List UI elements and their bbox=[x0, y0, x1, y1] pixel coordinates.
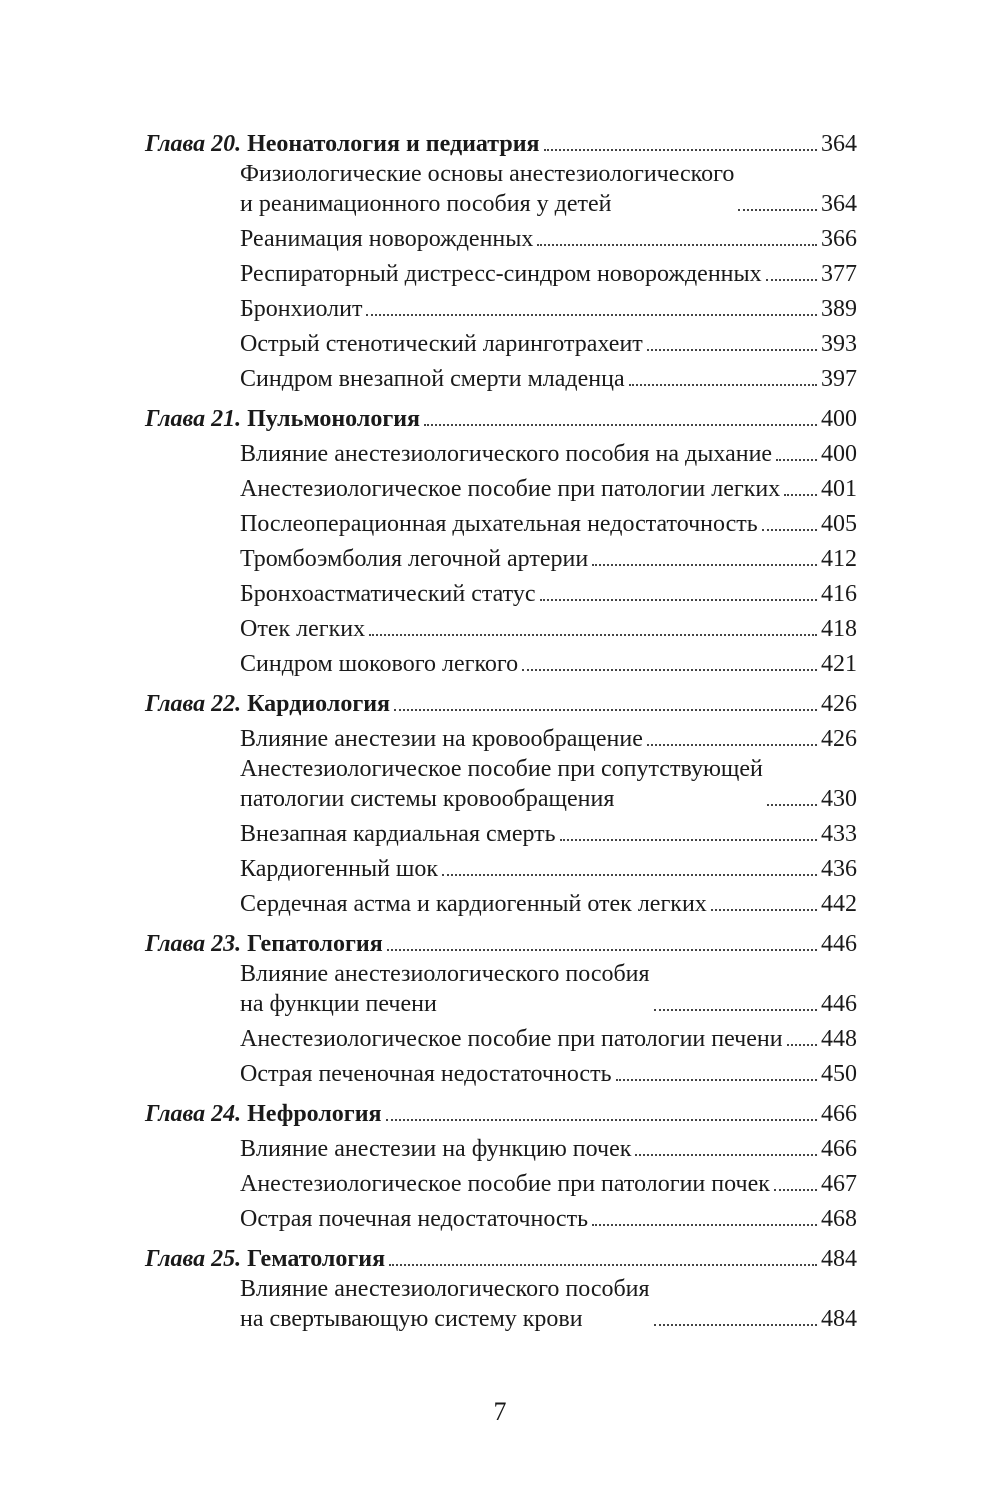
page-number: 7 bbox=[493, 1397, 507, 1426]
section-entry[interactable] bbox=[145, 469, 857, 504]
section-title bbox=[145, 854, 438, 884]
page-ref: 450 bbox=[821, 1061, 857, 1087]
chapter-number: Глава 22. bbox=[145, 691, 242, 717]
section-entry[interactable] bbox=[145, 324, 857, 359]
dot-leader bbox=[647, 349, 817, 351]
page-ref: 416 bbox=[821, 581, 857, 607]
page-ref: 446 bbox=[821, 991, 857, 1017]
section-title-line: и реанимационного пособия у детей bbox=[240, 191, 612, 217]
section-title-line: на свертывающую систему крови bbox=[240, 1306, 583, 1332]
section-entry[interactable] bbox=[145, 159, 857, 219]
chapter-block bbox=[145, 684, 857, 919]
chapter-title: Пульмонология bbox=[247, 406, 421, 432]
page-ref: 426 bbox=[821, 691, 857, 717]
chapter-label bbox=[145, 404, 420, 434]
section-title bbox=[145, 649, 518, 679]
chapter-entry[interactable] bbox=[145, 924, 857, 959]
dot-leader bbox=[616, 1079, 817, 1081]
section-entry[interactable] bbox=[145, 884, 857, 919]
section-entry[interactable] bbox=[145, 359, 857, 394]
section-title-line: Отек легких bbox=[240, 616, 366, 642]
section-title-line: Тромбоэмболия легочной артерии bbox=[240, 546, 589, 572]
section-title bbox=[145, 439, 772, 469]
page-ref: 442 bbox=[821, 891, 857, 917]
page-ref: 466 bbox=[821, 1136, 857, 1162]
chapter-entry[interactable] bbox=[145, 124, 857, 159]
chapter-entry[interactable] bbox=[145, 1239, 857, 1274]
page-ref: 366 bbox=[821, 226, 857, 252]
page-ref: 466 bbox=[821, 1101, 857, 1127]
section-entry[interactable] bbox=[145, 1164, 857, 1199]
section-entry[interactable] bbox=[145, 644, 857, 679]
section-entry[interactable] bbox=[145, 219, 857, 254]
page-ref: 430 bbox=[821, 786, 857, 812]
section-entry[interactable] bbox=[145, 434, 857, 469]
chapter-number: Глава 24. bbox=[145, 1101, 242, 1127]
dot-leader bbox=[592, 1224, 817, 1226]
dot-leader bbox=[389, 1264, 817, 1266]
dot-leader bbox=[540, 599, 818, 601]
page-ref: 400 bbox=[821, 406, 857, 432]
page-ref: 467 bbox=[821, 1171, 857, 1197]
dot-leader bbox=[787, 1044, 817, 1046]
dot-leader bbox=[442, 874, 817, 876]
page-ref: 401 bbox=[821, 476, 857, 502]
section-title bbox=[145, 724, 643, 754]
section-entry[interactable] bbox=[145, 959, 857, 1019]
dot-leader bbox=[774, 1189, 817, 1191]
section-title-line: Синдром внезапной смерти младенца bbox=[240, 366, 625, 392]
section-title bbox=[145, 509, 758, 539]
section-title-line: патологии системы кровообращения bbox=[240, 786, 615, 812]
dot-leader bbox=[776, 459, 817, 461]
section-title-line: Влияние анестезиологического пособия bbox=[240, 1276, 650, 1302]
dot-leader bbox=[635, 1154, 817, 1156]
chapter-title: Нефрология bbox=[247, 1101, 382, 1127]
section-title-line: Влияние анестезиологического пособия на дыхание bbox=[240, 441, 773, 467]
chapter-entry[interactable] bbox=[145, 1094, 857, 1129]
page-ref: 484 bbox=[821, 1246, 857, 1272]
section-title bbox=[145, 294, 362, 324]
section-title-line: Острый стенотический ларинготрахеит bbox=[240, 331, 643, 357]
page-ref: 448 bbox=[821, 1026, 857, 1052]
page-ref: 393 bbox=[821, 331, 857, 357]
chapter-label bbox=[145, 129, 540, 159]
section-entry[interactable] bbox=[145, 1019, 857, 1054]
section-title bbox=[145, 754, 763, 814]
section-title bbox=[145, 329, 643, 359]
dot-leader bbox=[537, 244, 817, 246]
section-title-line: Влияние анестезиологического пособия bbox=[240, 961, 650, 987]
section-entry[interactable] bbox=[145, 539, 857, 574]
chapter-block bbox=[145, 1094, 857, 1234]
dot-leader bbox=[784, 494, 817, 496]
chapter-block bbox=[145, 924, 857, 1089]
table-of-contents bbox=[145, 124, 857, 1339]
dot-leader bbox=[522, 669, 817, 671]
chapter-label bbox=[145, 1099, 382, 1129]
page-ref: 364 bbox=[821, 191, 857, 217]
section-title-line: Бронхоастматический статус bbox=[240, 581, 536, 607]
chapter-title: Гепатология bbox=[247, 931, 383, 957]
dot-leader bbox=[629, 384, 817, 386]
section-entry[interactable] bbox=[145, 719, 857, 754]
dot-leader bbox=[654, 1009, 817, 1011]
section-title bbox=[145, 224, 533, 254]
chapter-entry[interactable] bbox=[145, 399, 857, 434]
page-ref: 389 bbox=[821, 296, 857, 322]
dot-leader bbox=[647, 744, 817, 746]
dot-leader bbox=[592, 564, 817, 566]
section-entry[interactable] bbox=[145, 1054, 857, 1089]
chapter-number: Глава 25. bbox=[145, 1246, 242, 1272]
chapter-entry[interactable] bbox=[145, 684, 857, 719]
dot-leader bbox=[424, 424, 817, 426]
chapter-number: Глава 20. bbox=[145, 131, 242, 157]
section-entry[interactable] bbox=[145, 849, 857, 884]
section-title-line: Синдром шокового легкого bbox=[240, 651, 519, 677]
page-ref: 364 bbox=[821, 131, 857, 157]
section-entry[interactable] bbox=[145, 814, 857, 849]
chapter-title: Неонатология и педиатрия bbox=[247, 131, 540, 157]
dot-leader bbox=[386, 1119, 817, 1121]
dot-leader bbox=[711, 909, 817, 911]
section-title-line: Анестезиологическое пособие при патологии легких bbox=[240, 476, 781, 502]
section-title-line: Анестезиологическое пособие при сопутствующей bbox=[240, 756, 763, 782]
section-title-line: Анестезиологическое пособие при патологии почек bbox=[240, 1171, 770, 1197]
section-title-line: Послеоперационная дыхательная недостаточность bbox=[240, 511, 758, 537]
page-ref: 433 bbox=[821, 821, 857, 847]
dot-leader bbox=[766, 279, 817, 281]
page-ref: 400 bbox=[821, 441, 857, 467]
dot-leader bbox=[544, 149, 817, 151]
section-entry[interactable] bbox=[145, 1274, 857, 1334]
page-ref: 397 bbox=[821, 366, 857, 392]
section-title bbox=[145, 474, 780, 504]
dot-leader bbox=[366, 314, 817, 316]
section-entry[interactable] bbox=[145, 574, 857, 609]
dot-leader bbox=[762, 529, 817, 531]
section-title-line: Респираторный дистресс-синдром новорожденных bbox=[240, 261, 762, 287]
page-ref: 484 bbox=[821, 1306, 857, 1332]
section-title bbox=[145, 889, 707, 919]
section-title-line: на функции печени bbox=[240, 991, 437, 1017]
section-entry[interactable] bbox=[145, 289, 857, 324]
chapter-label bbox=[145, 1244, 385, 1274]
section-title-line: Реанимация новорожденных bbox=[240, 226, 534, 252]
chapter-title: Кардиология bbox=[247, 691, 391, 717]
page-ref: 446 bbox=[821, 931, 857, 957]
chapter-block bbox=[145, 1239, 857, 1334]
page-ref: 421 bbox=[821, 651, 857, 677]
section-title bbox=[145, 1274, 650, 1334]
section-entry[interactable] bbox=[145, 254, 857, 289]
page-ref: 377 bbox=[821, 261, 857, 287]
section-title bbox=[145, 1059, 612, 1089]
section-title-line: Влияние анестезии на функцию почек bbox=[240, 1136, 632, 1162]
section-title bbox=[145, 159, 734, 219]
dot-leader bbox=[654, 1324, 817, 1326]
dot-leader bbox=[560, 839, 817, 841]
chapter-label bbox=[145, 929, 383, 959]
dot-leader bbox=[738, 209, 817, 211]
dot-leader bbox=[387, 949, 817, 951]
page-ref: 426 bbox=[821, 726, 857, 752]
dot-leader bbox=[369, 634, 817, 636]
section-title bbox=[145, 544, 588, 574]
chapter-number: Глава 21. bbox=[145, 406, 242, 432]
page-ref: 405 bbox=[821, 511, 857, 537]
section-title-line: Бронхиолит bbox=[240, 296, 363, 322]
section-title bbox=[145, 959, 650, 1019]
section-title bbox=[145, 1204, 588, 1234]
section-entry[interactable] bbox=[145, 1199, 857, 1234]
section-title-line: Острая печеночная недостаточность bbox=[240, 1061, 612, 1087]
chapter-block bbox=[145, 124, 857, 394]
section-title bbox=[145, 614, 365, 644]
section-title-line: Сердечная астма и кардиогенный отек легких bbox=[240, 891, 707, 917]
dot-leader bbox=[767, 804, 817, 806]
section-title bbox=[145, 1024, 783, 1054]
section-entry[interactable] bbox=[145, 1129, 857, 1164]
chapter-block bbox=[145, 399, 857, 679]
section-title-line: Влияние анестезии на кровообращение bbox=[240, 726, 643, 752]
section-title bbox=[145, 364, 625, 394]
section-entry[interactable] bbox=[145, 609, 857, 644]
section-title-line: Внезапная кардиальная смерть bbox=[240, 821, 556, 847]
page-ref: 412 bbox=[821, 546, 857, 572]
page-ref: 436 bbox=[821, 856, 857, 882]
section-title bbox=[145, 579, 536, 609]
page-ref: 418 bbox=[821, 616, 857, 642]
section-title-line: Анестезиологическое пособие при патологии печени bbox=[240, 1026, 783, 1052]
section-entry[interactable] bbox=[145, 504, 857, 539]
section-title-line: Кардиогенный шок bbox=[240, 856, 439, 882]
page-ref: 468 bbox=[821, 1206, 857, 1232]
section-title-line: Острая почечная недостаточность bbox=[240, 1206, 589, 1232]
chapter-label bbox=[145, 689, 390, 719]
section-title bbox=[145, 819, 556, 849]
section-title-line: Физиологические основы анестезиологического bbox=[240, 161, 735, 187]
chapter-number: Глава 23. bbox=[145, 931, 242, 957]
chapter-title: Гематология bbox=[247, 1246, 386, 1272]
section-title bbox=[145, 1134, 631, 1164]
dot-leader bbox=[394, 709, 817, 711]
section-title bbox=[145, 259, 762, 289]
section-title bbox=[145, 1169, 770, 1199]
section-entry[interactable] bbox=[145, 754, 857, 814]
